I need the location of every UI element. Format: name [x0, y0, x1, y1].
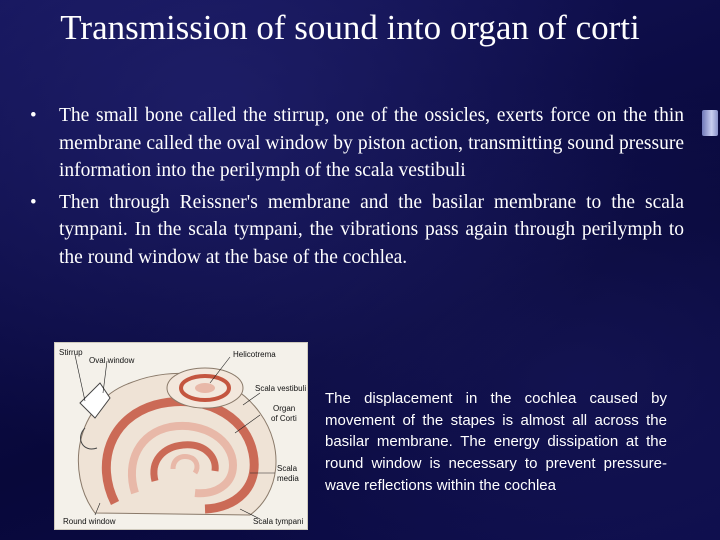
slide-title: Transmission of sound into organ of corti [60, 8, 640, 47]
label-organ-of-corti: Organ [273, 404, 296, 413]
label-helicotrema: Helicotrema [233, 350, 276, 359]
label-scala-media: Scala [277, 464, 298, 473]
cochlea-illustration [55, 343, 307, 529]
bullet-item [30, 102, 684, 185]
label-stirrup: Stirrup [59, 348, 83, 357]
bullet-text: The small bone called the stirrup, one of the ossicles, exerts force on the thin membrane called the oval window by piston action, transmitting sound pressure information into the perilymph of the scala vestibuli [59, 105, 684, 181]
label-scala-media: media [277, 474, 299, 483]
figure-caption: The displacement in the cochlea caused by movement of the stapes is almost all across the basilar membrane. The energy dissipation at the round window is necessary to prevent pressure-wave reflections within the cochlea [325, 390, 667, 494]
decorative-bar [702, 110, 718, 136]
bullet-item [30, 189, 684, 272]
cochlea-diagram [54, 342, 308, 530]
label-scala-vestibuli: Scala vestibuli [255, 384, 307, 393]
bullet-list [30, 102, 684, 275]
bullet-marker: • [30, 191, 37, 213]
label-scala-tympani: Scala tympani [253, 517, 304, 526]
label-round-window: Round window [63, 517, 116, 526]
label-organ-of-corti: of Corti [271, 414, 297, 423]
bullet-marker: • [30, 105, 37, 126]
label-oval-window: Oval window [89, 356, 135, 365]
bullet-text: Then through Reissner's membrane and the basilar membrane to the scala tympani. In the scala tympani, the vibrations pass again through perilymph to the round window at the base of the cochlea. [59, 191, 684, 268]
